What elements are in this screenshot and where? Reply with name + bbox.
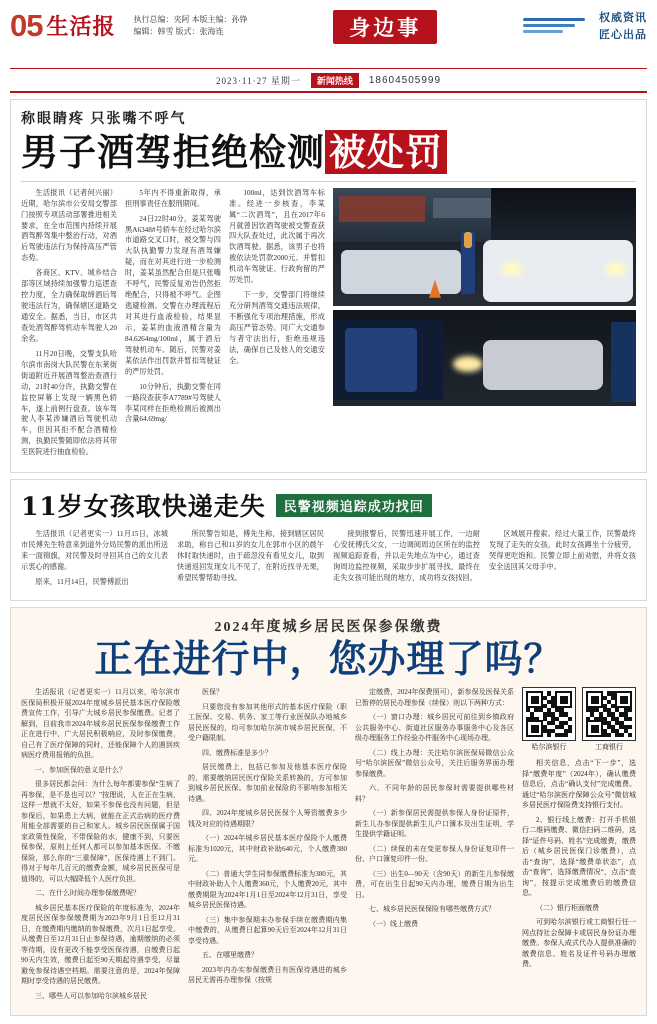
qr-finder-icon [586,720,603,737]
paragraph: 七、城乡居民医保保险有哪些缴费方式？ [369,905,495,914]
paragraph: 居民缴费上，包括已参加及他基本医疗保险的，需要缴纳居民医疗保险关系转换的，方可参加到城乡居民医保。参加前业保险的不影响参加相关待遇。 [188,763,347,803]
paragraph: 100ml，达到饮酒驾车标准。经进一步核查，李某属“二次酒驾”，且在2017年6月就曾因饮酒驾驶被交警查获四大队查处过，此次属于再次饮酒驾驶。据悉，该男子也将被依法处罚款2000元、并暂扣机动车驾驶证、行政拘留的严厉处罚。 [229,188,325,285]
paragraph: （一）窗口办理：城乡居民可前往到乡镇政府公共服务中心、街道社区服务办事服务中心及各区级办理服务工作经验办件服务中心现场办理。 [355,713,514,743]
paper-name: 生活报 [46,14,116,40]
story-lost-girl [10,479,647,601]
paragraph: 五、在哪里缴费？ [202,951,258,960]
story-drunk-driving [10,99,647,473]
page-number: 05 [10,8,43,43]
story3-headline: 正在进行中，您办理了吗？ [94,635,563,681]
paragraph: 二、在什么时间办理参保缴费呢？ [35,889,140,898]
story1-column-3 [229,188,325,463]
section-title: 身边事 [333,10,437,44]
paragraph: 原来，11月14日，民警傅派出 [35,577,129,586]
story3-column-3 [355,687,514,1005]
qr-finder-icon [526,691,543,708]
story1-photo-group [333,188,636,463]
paragraph: 六、不同年龄的居民参保时需要提供哪些材料？ [355,784,514,803]
masthead-left [10,10,248,41]
masthead-credits [134,10,248,38]
paragraph: 2023年内办实参保缴费日有医保待遇进的城乡居民无需再办理参保（按规 [188,965,347,985]
qr-code-icbc[interactable] [582,687,636,741]
story1-column-1 [21,188,117,463]
paragraph: 城乡居民基本医疗保险的年度标准为，2024年度居民医保参保缴费期为2023年9月1日至12月31日，在缴费期内缴纳的参保缴费，次月1日起享受，从缴费日至12月31日止参保待遇，逾期缴纳的必须等待期，没有更改不能享受医保待遇，自缴费日起90天内生效，缴费日起至90天期起待遇享受，尽量避免参保待遇空档期。需要注意的是，2024年保障期时享受待遇的居民缴费。 [21,903,180,986]
swoosh-icon [523,16,593,38]
paragraph: 医保？ [202,688,223,697]
paragraph: （二）线上办理：关注哈尔滨医保局微信公众号“哈尔滨医保”微信公众号，关注后服务界面办理参保缴费。 [355,748,514,778]
paragraph: 三、哪些人可以参加哈尔滨城乡居民 [35,991,147,1000]
paragraph: 区域展开搜索。经过大量工作，民警最终发现了走失的女孩，此时女孩蹲坐十分疲劳，哭得更吃饱和。民警立即上前劝慰，并将女孩安全送回其父母手中。 [489,530,636,571]
hotline-label: 新闻热线 [311,73,359,88]
paragraph: （二）银行柜面缴费 [536,903,599,912]
paragraph: （二）续保的未在变更参保人身份证复印件一份、户口簿复印件一份。 [355,844,514,864]
paragraph: 10分钟后，执勤交警在同一路段查获李A7789#号驾驶人李某同样在拒绝检测后被测出含量64.69mg/ [125,382,221,424]
masthead-slogan [599,10,647,43]
qr-finder-icon [555,691,572,708]
story1-headline-highlight: 被处罚 [325,130,447,174]
slogan-line-1: 权威资讯 [599,12,647,24]
story1-headline [21,132,636,173]
paragraph: （一）新参保居民需提供参保人身份证原件，新生儿办参保提供新生儿户口簿本及出生证明，学生提供学籍证明。 [355,809,514,839]
story1-column-2 [125,188,221,463]
story2-header [21,487,636,523]
paragraph: 可到哈尔滨银行或工商银行任一网点持社会保障卡或居民身份证办理缴费。参保人成式代办人提供准确的缴费信息、姓名及证件号码办理缴费。 [522,918,636,969]
qr-label-harbin-bank: 哈尔滨银行 [531,743,567,752]
qr-finder-icon [615,691,632,708]
paper-logo [46,10,115,41]
paragraph: 生活报讯（记者何兴丽）近期，哈尔滨市公安局交警部门按照专项活动部署推进相关要求，在全市范围内持续开展酒驾醉驾集中整治行动，对酒后驾驶违法行为保持高压严管态势。 [21,188,117,263]
paragraph: 生活报讯（记者更实一）11月15日，冰城市民傅先生特意来到道外分局民警的派出所送来一面锦旗，对民警及时寻回其自己的女儿表示衷心的感谢。 [21,530,168,571]
story3-column-2 [188,687,347,1005]
paragraph: （一）2024年城乡居民基本医疗保险个人缴费标准为1020元，其中财政补助640元，个人缴费380元。 [188,834,347,864]
credits-line-1: 执行总编：夹阿 本版主编：孙铮 [133,15,248,24]
story1-photo-breath-test [333,310,636,406]
story1-photo-night-checkpoint [333,188,636,306]
paragraph: 所民警告知是，傅先生称，接到辖区居民求助，称自己和11岁的女儿在郭市小区的晨午休时取快递时，由于疏忽没有看见女儿，取到快递返回发现女儿不见了，在附近找寻无果，希望民警帮助寻找。 [177,530,324,582]
paragraph: 只要您没有参加其他形式的基本医疗保险（职工医保、交易、机务、家工等行业医保队办地城乡居民医保的，均可参加哈尔滨市城乡居民医保，不受户籍限制。 [188,702,347,743]
qr-code-harbin-bank[interactable] [522,687,576,741]
qr-label-icbc: 工商银行 [595,743,623,752]
paragraph: 接到报警后，民警迅速开展工作，一边耐心安抚傅氏父女，一边调阅周边区所在的监控视频追踪查看，并以走失地点为中心，通过查询周边监控视频，采取步步扩展寻找，最终在走失女孩可能出现的地方，成功将女孩找回。 [333,530,480,582]
masthead-center [248,10,524,44]
paragraph: 定缴费，2024年保费照可），新参保及医保关系已暂停的居民办理参保（续保）则以下两种方式： [355,688,514,707]
story2-subhead: 民警视频追踪成功找回 [276,494,432,517]
slogan-line-2: 匠心出品 [599,28,647,41]
paragraph: 各商区、KTV、城乡结合部等区域持续加强警力巡逻查控力度，全力确保取缔酒后驾驶违法行为，确保辖区道路交通安全。据悉，当日，市区共查处酒驾醉驾机动车驾驶人20余名。 [21,269,117,343]
paragraph: （三）出生0—90天（含90天）的新生儿参保缴费，可在出生日起90天内办理，缴费日期为出生日。 [355,869,514,899]
qr-code-group [522,687,636,753]
story-medical-insurance [10,607,647,1017]
paragraph: 相关信息，点击“下一步”，选择“缴费年度”（2024年），确认缴费信息后，点击“确认支付”完成缴费。通过“哈尔滨医疗保障公众号”微信城乡居民医疗保险费支持银行支付。 [522,759,636,810]
story2-headline: 11岁女孩取快递走失 [21,492,266,522]
masthead-bar [10,68,647,93]
qr-finder-icon [586,691,603,708]
credits-line-2: 编辑：韩雪 版式：张海连 [133,27,224,36]
story2-column-1 [21,529,168,592]
paragraph: 11月20日晚，交警支队哈尔滨市南岗大队民警在东莱街街道附近开展酒驾整治查酒行动，21时40分许，执勤交警在监控屏幕上发现一辆黑色轿车，遂上前例行盘查。该车驾驶人李某涉嫌酒后驾驶机动车，但因其拒不配合酒精检测，执勤民警随即依法将其带至医院进行抽血检验。 [21,349,117,457]
paragraph: 5年内不得重新取得，承担刑事责任在服刑期间。 [125,188,221,208]
story2-column-4 [489,529,636,592]
paragraph: 24日22时40分，姜某驾驶黑A6348#号轿车在经过哈尔滨市道路交叉口时，被交警与四大队执勤警力发现有酒驾嫌疑，而在对其进行进一步检测时，姜某虽然配合但是只张嘴不呼气，民警反复劝告仍然拒绝配合，只得被不呼气。企图逃避检测。交警在办理流程后对其进行血液检验，结果显示，姜某的血液酒精含量为84.6264mg/100ml，属于酒后驾驶机动车。随后，民警对姜某依法作出罚款并暂扣驾驶证的严厉处罚。 [125,214,221,376]
paragraph: （三）集中参保期未办参保手续在缴费期内集中缴费的，从缴费日起算90天后至2024年12月31日享受待遇。 [188,915,347,945]
paragraph: （二）普通大学生同参保缴费标准为380元，其中财政补助人个人缴费360元，个人缴费20元，其中缴费期限为2024年1月1日至2024年12月31日，享受城乡居民医保待遇。 [188,869,347,910]
paragraph: 下一步，交警部门将继续充分研判酒驾交通违法规律，不断强化专项治理措施，形成高压严管态势。同广大交通参与者守法出行，拒绝违规违法，确保自己及他人的交通安全。 [229,291,325,365]
paragraph: 很多居民都会问：为什么每年都要参保“生病了再参保，是不是也可以？”按理说，人在正在生病，这样一想就不太好，如果不参保也没有问题，但是参保后，如果患上大病，就能在正式治病的医疗费用能全部需要的自己和家人。城乡居民医保属于国家政策性保险，不带保险的水，健康不到，只要医保参保，原则上任何人都可以参加基本医保。不缴保险，那么你的“三重保障”，医保待遇上不到门。得对于每年几百元的缴费金额，城乡居民医保可是值得的，可以大幅降低个人医疗负担。 [21,780,180,883]
paragraph: 四、缴费标准是多少？ [202,748,272,757]
story3-qr-column [522,687,636,1005]
masthead [10,0,647,68]
publication-date: 2023·11·27 星期一 [215,75,301,86]
qr-finder-icon [526,720,543,737]
story1-headline-main: 男子酒驾拒绝检测 [21,130,325,174]
paragraph: 四、2024年度城乡居民医保个人筹资缴费多少钱及对应的待遇期限？ [188,809,347,828]
hotline-number: 18604505999 [368,74,442,86]
story2-column-2 [177,529,324,592]
story2-column-3 [333,529,480,592]
paragraph: 生活报讯（记者更实一）11月以来，哈尔滨市医保局积极开展2024年度城乡居民基本医疗保险缴费宣传工作，引导广大城乡居民参保缴费。记者了解到，目前我市2024年城乡居民医保参保缴费工作正在进行中，广大居民积极响应，及时参保缴费，自己有了医疗保障的同时，还能保障个人的遇到疾病医疗费用报销的负担。 [21,688,180,760]
paragraph: 2、银行线上缴费：打开手机银行二维码缴费、微信扫码二维码，选择“证件号码、姓名”完成缴费，缴费后（城乡居民医保门诊缴费），点击“查询”，选择“缴费单状态”，点击“查询”，选择缴费情况“，点击“查询”，按提示完成缴费后的缴费信息。 [522,815,636,898]
story3-column-1 [21,687,180,1005]
story1-kicker: 称眼睛疼 只张嘴不呼气 [21,112,187,127]
story3-eyebrow: 2024年度城乡居民医保参保缴费 [214,619,443,635]
masthead-right [523,10,647,43]
paragraph: （一）线上缴费 [369,919,418,928]
story3-column-4 [522,758,636,974]
paragraph: 一、参加医保的意义是什么？ [35,765,126,774]
